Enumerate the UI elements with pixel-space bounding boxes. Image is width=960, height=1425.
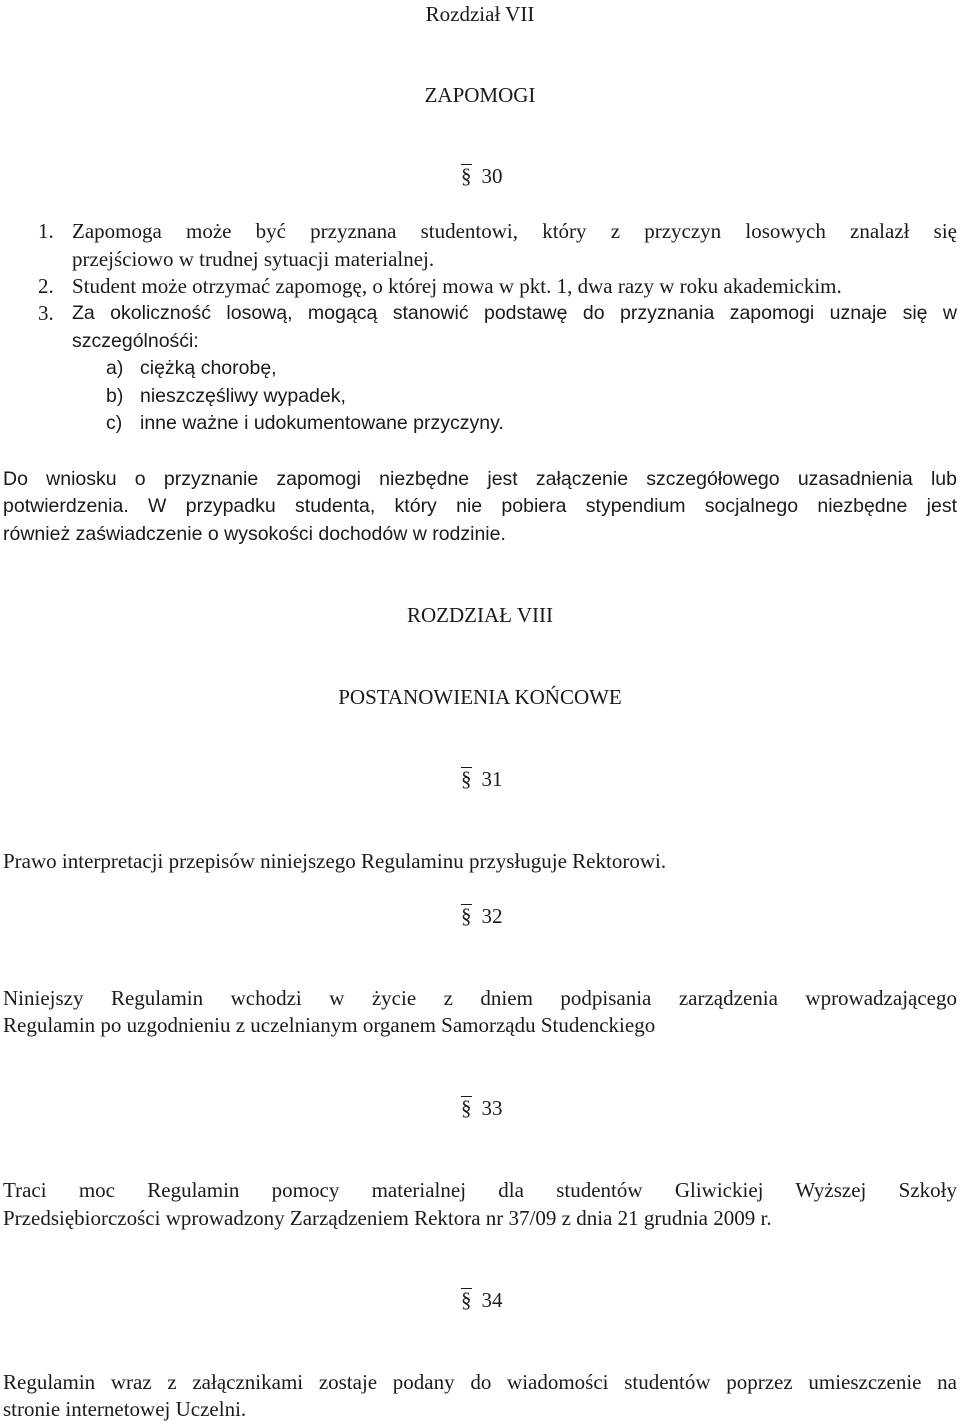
section-number: 33 bbox=[481, 1096, 503, 1120]
section-number: 30 bbox=[481, 164, 503, 188]
sub-list-item: b) nieszczęśliwy wypadek, bbox=[106, 385, 346, 407]
list-number: 2. bbox=[38, 274, 54, 298]
paragraph-line: Prawo interpretacji przepisów niniejszego Regulaminu przysługuje Rektorowi. bbox=[3, 849, 667, 873]
list-item-text: szczególnośći: bbox=[72, 330, 199, 352]
section-mark: § bbox=[461, 1288, 472, 1312]
section-mark: § bbox=[461, 904, 472, 928]
paragraph-line: Regulamin po uzgodnieniu z uczelnianym organem Samorządu Studenckiego bbox=[3, 1013, 656, 1037]
section-30-heading bbox=[461, 162, 503, 190]
section-mark: § bbox=[461, 164, 472, 188]
section-33-heading bbox=[461, 1094, 503, 1122]
paragraph-line: Traci moc Regulamin pomocy materialnej dla studentów Gliwickiej Wyższej Szkoły bbox=[3, 1178, 957, 1202]
list-item-text: Zapomoga może być przyznana studentowi, który z przyczyn losowych znalazł się bbox=[72, 219, 957, 243]
section-31-heading bbox=[461, 765, 503, 793]
chapter-heading: ZAPOMOGI bbox=[424, 83, 536, 107]
chapter-title: ROZDZIAŁ VIII bbox=[407, 603, 553, 627]
list-number: 1. bbox=[38, 219, 54, 243]
section-34-heading bbox=[461, 1286, 503, 1314]
paragraph-line: stronie internetowej Uczelni. bbox=[3, 1397, 247, 1421]
paragraph-line: Do wniosku o przyznanie zapomogi niezbędne jest załączenie szczegółowego uzasadnienia lub bbox=[3, 468, 957, 490]
paragraph-line: potwierdzenia. W przypadku studenta, który nie pobiera stypendium socjalnego niezbędne jest bbox=[3, 495, 957, 517]
section-number: 34 bbox=[481, 1288, 503, 1312]
paragraph-line: Regulamin wraz z załącznikami zostaje podany do wiadomości studentów poprzez umieszczenie na bbox=[3, 1370, 957, 1394]
chapter-title: Rozdział VII bbox=[425, 2, 535, 26]
paragraph-line: Przedsiębiorczości wprowadzony Zarządzeniem Rektora nr 37/09 z dnia 21 grudnia 2009 r. bbox=[3, 1206, 772, 1230]
paragraph-line: również zaświadczenie o wysokości dochodów w rodzinie. bbox=[3, 523, 506, 545]
list-item-text: Student może otrzymać zapomogę, o której mowa w pkt. 1, dwa razy w roku akademickim. bbox=[72, 274, 842, 298]
list-item-text: przejściowo w trudnej sytuacji materialnej. bbox=[72, 247, 435, 271]
section-mark: § bbox=[461, 1096, 472, 1120]
list-item-text: Za okoliczność losową, mogącą stanowić podstawę do przyznania zapomogi uznaje się w bbox=[72, 302, 957, 324]
sub-list-item: a) ciężką chorobę, bbox=[106, 357, 277, 379]
list-number: 3. bbox=[38, 301, 54, 325]
chapter-heading: POSTANOWIENIA KOŃCOWE bbox=[338, 685, 622, 709]
section-number: 31 bbox=[481, 767, 503, 791]
section-mark: § bbox=[461, 767, 472, 791]
section-number: 32 bbox=[481, 904, 503, 928]
section-32-heading bbox=[461, 902, 503, 930]
sub-list-item: c) inne ważne i udokumentowane przyczyny. bbox=[106, 412, 504, 434]
paragraph-line: Niniejszy Regulamin wchodzi w życie z dniem podpisania zarządzenia wprowadzającego bbox=[3, 986, 957, 1010]
